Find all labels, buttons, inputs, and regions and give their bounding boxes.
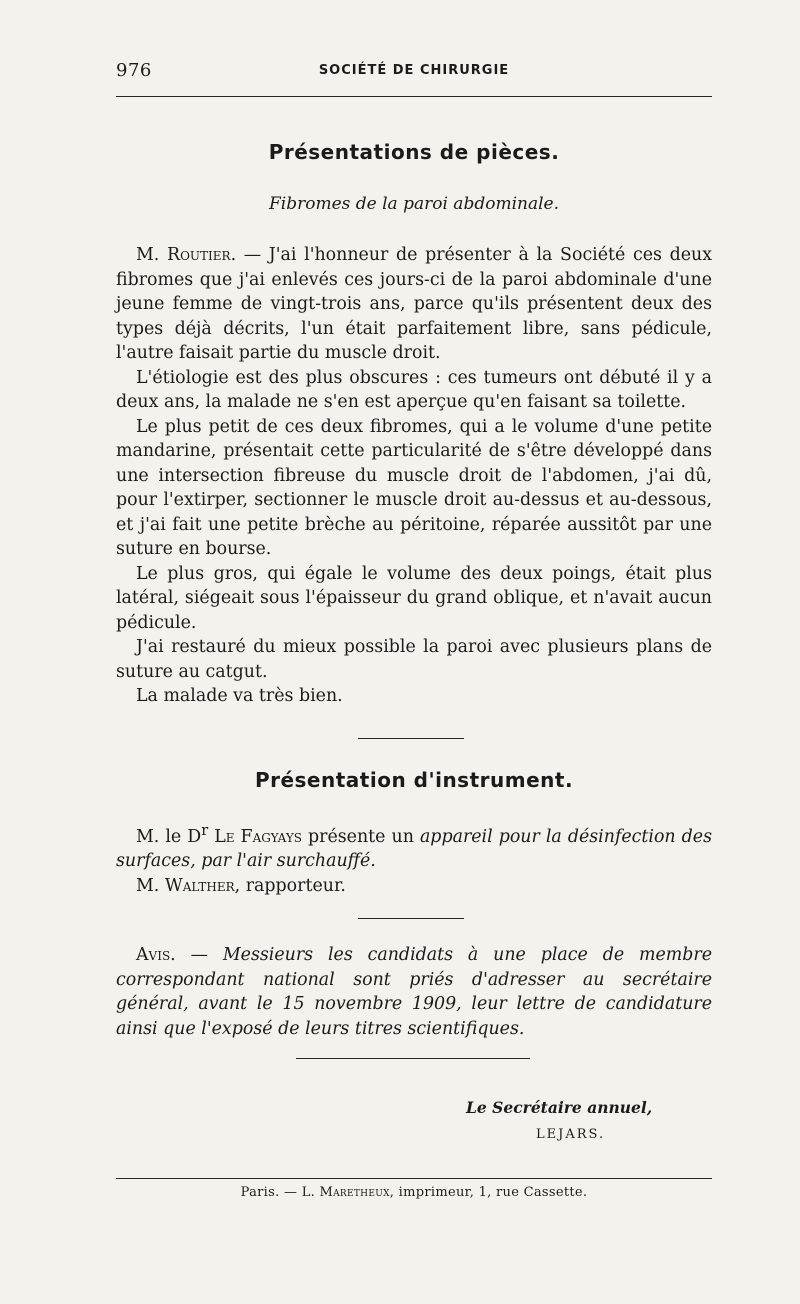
page-number: 976 bbox=[116, 60, 152, 81]
paragraph: M. Walther, rapporteur. bbox=[136, 875, 346, 896]
rapporteur-name: Walther bbox=[164, 875, 235, 896]
notice-label: Avis. bbox=[136, 945, 176, 965]
footer-rule bbox=[116, 1178, 712, 1179]
instrument-title: appareil pour la désinfection des surfaces, par l'air surchauffé. bbox=[116, 826, 713, 872]
author-name: M. Routier. bbox=[136, 245, 237, 265]
journal-title: SOCIÉTÉ DE CHIRURGIE bbox=[318, 63, 510, 78]
section-divider bbox=[358, 738, 464, 739]
paragraph: M. Routier. — J'ai l'honneur de présenter à la Société ces deux fibromes que j'ai enlevés ces jours-ci de la paroi abdominale d'une jeune femme de vingt-trois ans, parce qu'ils présentent deux des types déjà décrits, l'un était parfaitement libre, sans pédicule, l'autre faisait partie du muscle droit. bbox=[116, 245, 713, 363]
printer-name: Maretheux bbox=[319, 1185, 390, 1200]
notice-text: Messieurs les candidats à une place de membre correspondant national sont priés d'adresser au secrétaire général, avant le 15 novembre 1909, leur lettre de candidature ainsi que l'exposé de leurs titres scientifiques. bbox=[116, 945, 712, 1039]
notice-paragraph: Avis. — Messieurs les candidats à une place de membre correspondant national sont priés d'adresser au secrétaire général, avant le 15 novembre 1909, leur lettre de candidature ainsi que l'exposé de leurs titres scientifiques. bbox=[116, 945, 712, 1039]
section-body-pieces bbox=[116, 243, 712, 709]
section-divider bbox=[358, 918, 464, 919]
section-body-instrument bbox=[116, 819, 712, 898]
notice-block bbox=[116, 943, 712, 1041]
printer-footer: Paris. — L. Maretheux, imprimeur, 1, rue Cassette. bbox=[240, 1185, 588, 1200]
section-heading-pieces: Présentations de pièces. bbox=[268, 140, 560, 164]
subheading-fibromes: Fibromes de la paroi abdominale. bbox=[268, 194, 559, 214]
paragraph: M. le $D^r$ Le Fagyays présente un appareil pour la désinfection des surfaces, par l'air surchauffé. bbox=[116, 823, 713, 872]
presenter-name: Le Fagyays bbox=[214, 826, 302, 847]
paragraph: Le plus petit de ces deux fibromes, qui a le volume d'une petite mandarine, présentait cette particularité de s'être développé dans une intersection fibreuse du muscle droit de l'abdomen, j'ai dû, pour l'extirper, sectionner le muscle droit au-dessus et au-dessous, et j'ai fait une petite brèche au péritoine, réparée aussitôt par une suture en bourse. bbox=[116, 416, 712, 559]
signature-role: Le Secrétaire annuel, bbox=[466, 1098, 653, 1117]
notice-divider bbox=[296, 1058, 530, 1059]
paragraph: La malade va très bien. bbox=[136, 686, 343, 706]
section-heading-instrument: Présentation d'instrument. bbox=[254, 768, 574, 792]
header-rule bbox=[116, 96, 712, 97]
paragraph: J'ai restauré du mieux possible la paroi avec plusieurs plans de suture au catgut. bbox=[116, 637, 712, 682]
paragraph: L'étiologie est des plus obscures : ces tumeurs ont débuté il y a deux ans, la malade ne s'en est aperçue qu'en faisant sa toilette. bbox=[116, 367, 712, 412]
signature-name: LEJARS. bbox=[536, 1127, 606, 1142]
running-header bbox=[116, 60, 712, 84]
paragraph: Le plus gros, qui égale le volume des deux poings, était plus latéral, siégeait sous l'épaisseur du grand oblique, et n'avait aucun pédicule. bbox=[116, 563, 712, 633]
